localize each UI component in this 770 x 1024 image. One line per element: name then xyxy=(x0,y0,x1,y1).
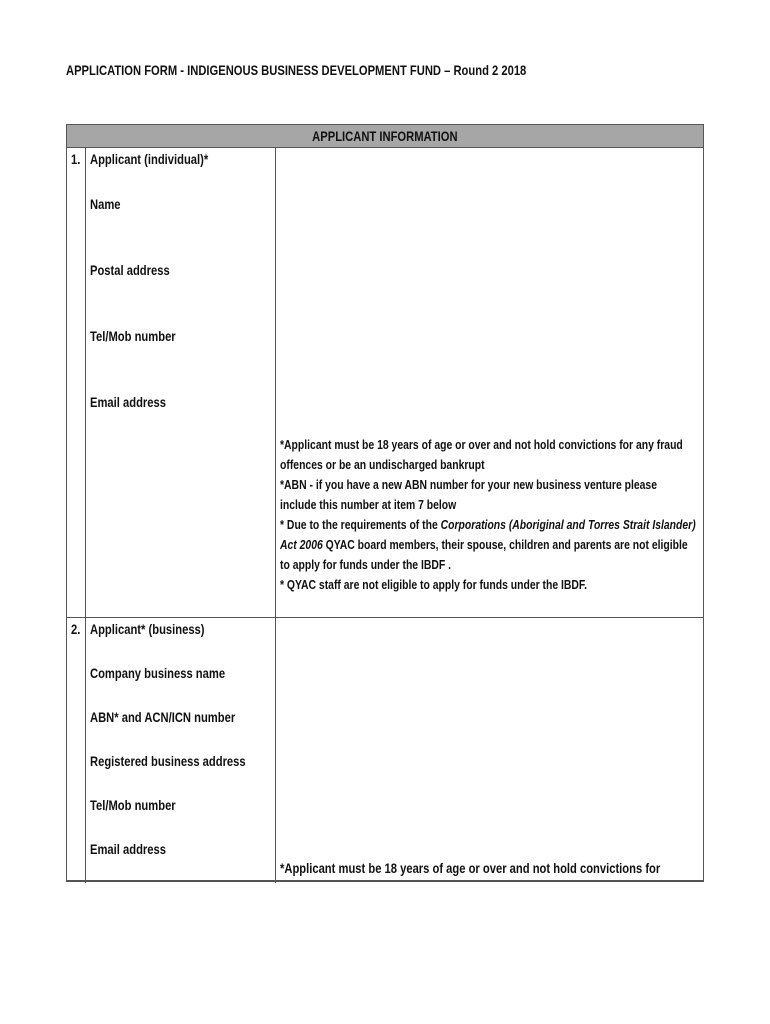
item-2-field-email: Email address xyxy=(90,841,166,857)
item-2-age-note: *Applicant must be 18 years of age or over and not hold convictions for xyxy=(280,860,661,876)
row-divider xyxy=(67,617,703,618)
applicant-information-table xyxy=(66,124,704,882)
item-1-number: 1. xyxy=(71,151,81,167)
note-age-requirement: *Applicant must be 18 years of age or over and not hold convictions for any fraud offences or be an undischarged bankrupt xyxy=(280,437,683,472)
document-title: APPLICATION FORM - INDIGENOUS BUSINESS DEVELOPMENT FUND – Round 2 2018 xyxy=(66,62,527,78)
note-qyac-board-prefix: * Due to the requirements of the xyxy=(280,517,441,532)
item-2-heading: Applicant* (business) xyxy=(90,621,205,637)
section-header xyxy=(67,125,703,148)
item-1-field-tel-mob: Tel/Mob number xyxy=(90,328,176,344)
item-1-eligibility-notes xyxy=(280,435,696,595)
note-qyac-board xyxy=(280,515,696,575)
item-1-field-name: Name xyxy=(90,196,121,212)
item-2-number: 2. xyxy=(71,621,81,637)
item-2-field-tel-mob: Tel/Mob number xyxy=(90,797,176,813)
note-abn: *ABN - if you have a new ABN number for your new business venture please include this number at item 7 below xyxy=(280,477,657,512)
item-1-heading: Applicant (individual)* xyxy=(90,151,209,167)
item-2-field-abn-acn: ABN* and ACN/ICN number xyxy=(90,709,236,725)
item-1-field-email: Email address xyxy=(90,394,166,410)
label-column-divider xyxy=(275,147,276,883)
number-column-divider xyxy=(85,147,86,883)
item-2-field-registered-address: Registered business address xyxy=(90,753,246,769)
note-qyac-staff: * QYAC staff are not eligible to apply for funds under the IBDF. xyxy=(280,577,588,592)
note-qyac-board-suffix: QYAC board members, their spouse, children and parents are not eligible to apply for funds under the IBDF . xyxy=(280,537,688,572)
section-header-label: APPLICANT INFORMATION xyxy=(312,128,458,144)
note-act-title: Corporations (Aboriginal and Torres Strait Islander) Act 2006 xyxy=(280,517,696,552)
item-1-field-postal-address: Postal address xyxy=(90,262,170,278)
item-2-field-company-name: Company business name xyxy=(90,665,226,681)
